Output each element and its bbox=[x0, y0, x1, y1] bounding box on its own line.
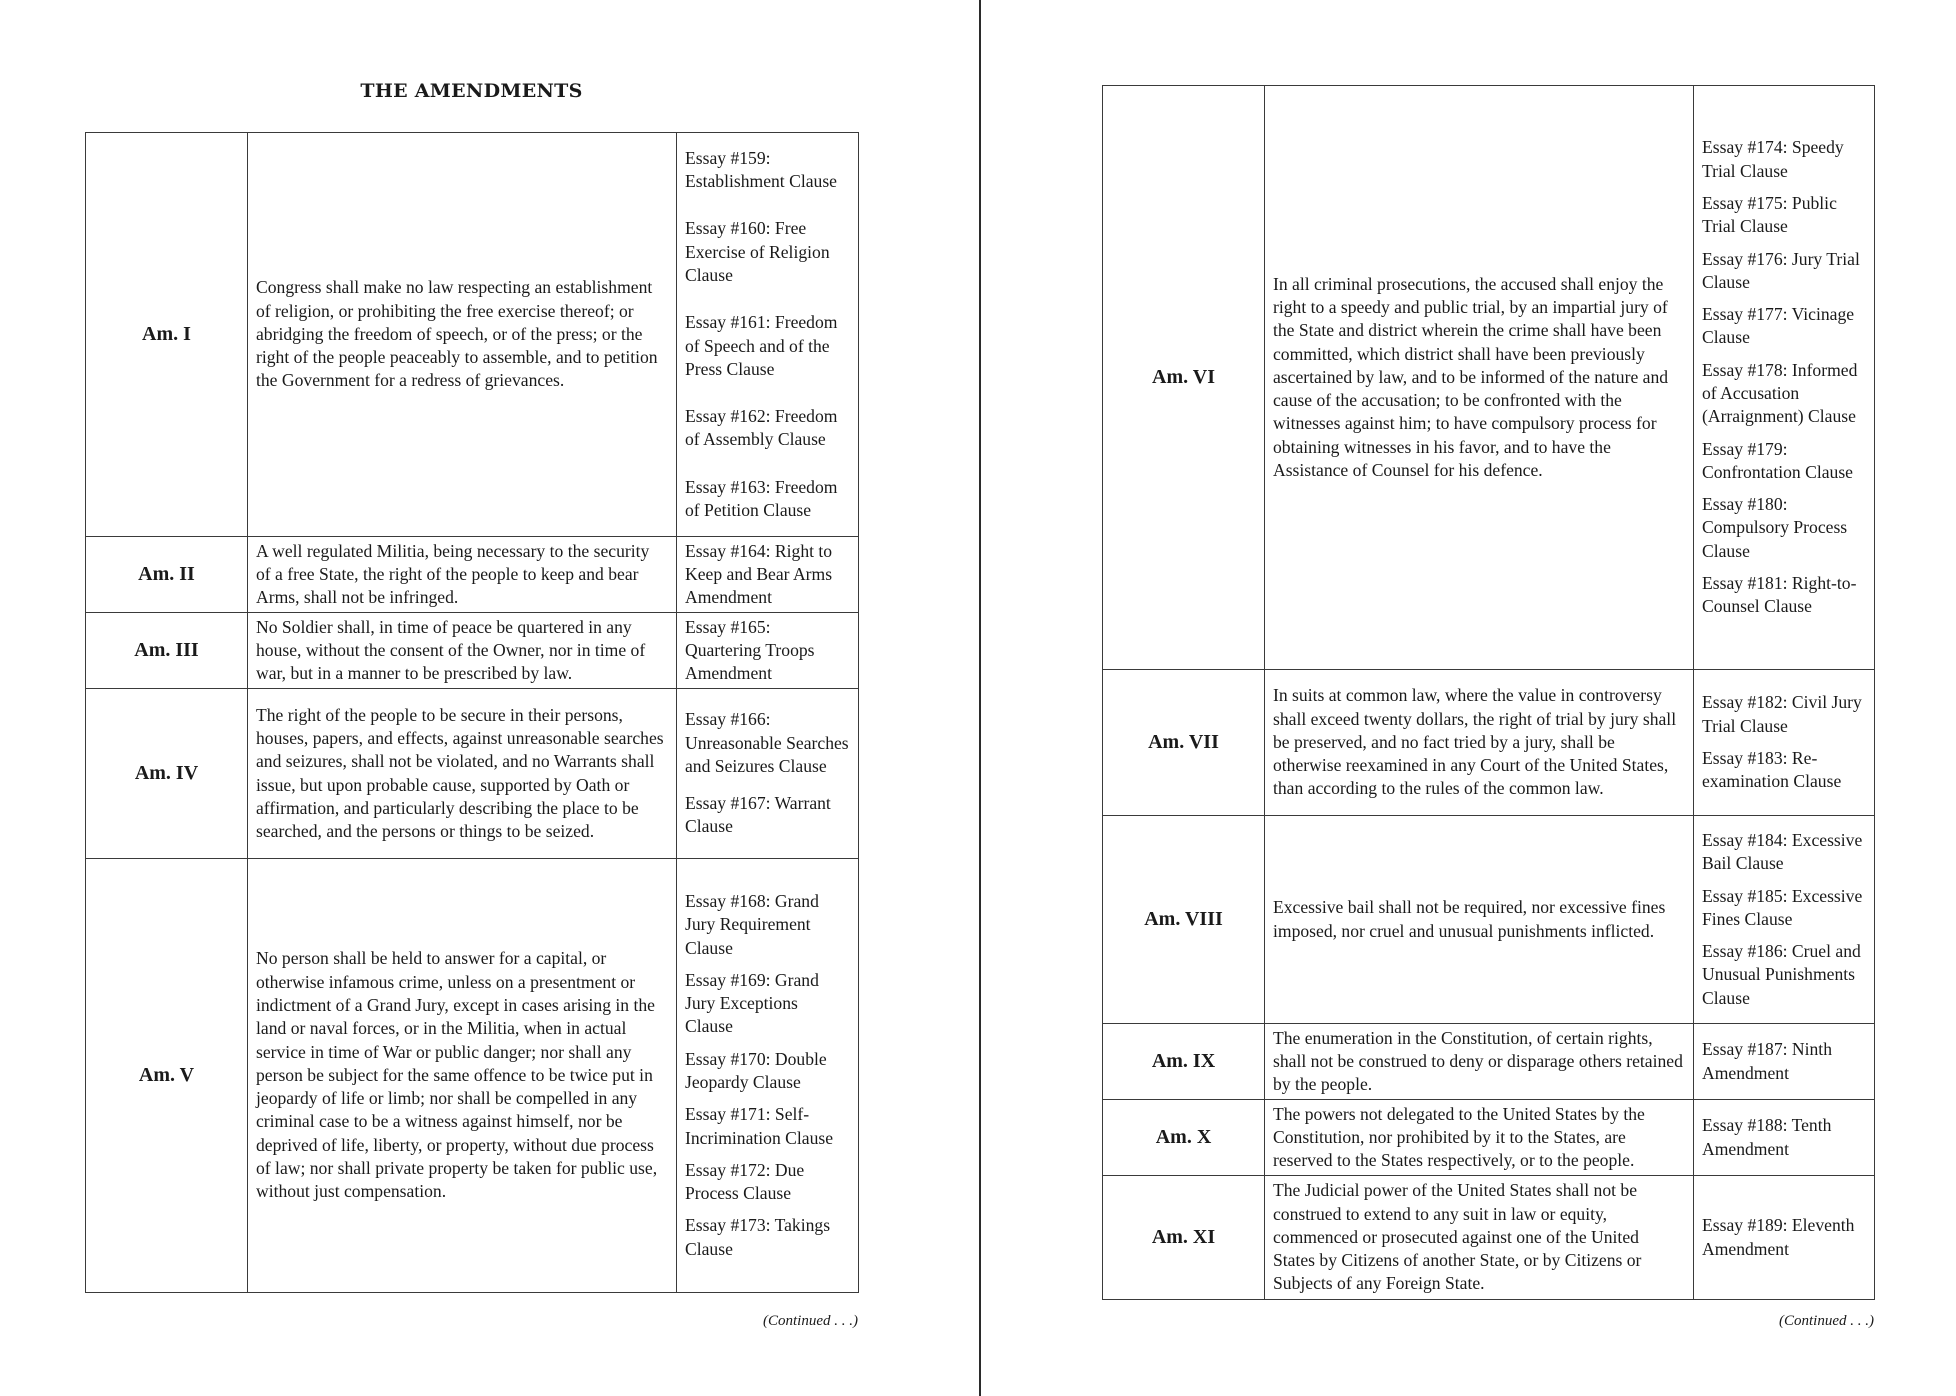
amendment-label: Am. XI bbox=[1103, 1176, 1265, 1300]
amendment-label: Am. X bbox=[1103, 1100, 1265, 1176]
amendment-text: The enumeration in the Constitution, of certain rights, shall not be construed to deny or disparage others retained by the people. bbox=[1265, 1024, 1694, 1100]
essay-reference: Essay #167: Warrant Clause bbox=[685, 793, 831, 837]
essay-reference: Essay #162: Freedom of Assembly Clause bbox=[685, 406, 838, 450]
essay-reference: Essay #187: Ninth Amendment bbox=[1702, 1039, 1832, 1083]
amendment-text: Excessive bail shall not be required, nor excessive fines imposed, nor cruel and unusual punishments inflicted. bbox=[1265, 816, 1694, 1024]
amendment-text: Congress shall make no law respecting an establishment of religion, or prohibiting the free exercise thereof; or abridging the freedom of speech, or of the press; or the right of the people peaceably to assemble, and to petition the Government for a redress of grievances. bbox=[248, 133, 677, 537]
amendment-label: Am. VI bbox=[1103, 86, 1265, 670]
essay-reference: Essay #189: Eleventh Amendment bbox=[1702, 1215, 1855, 1259]
essay-reference: Essay #174: Speedy Trial Clause bbox=[1702, 137, 1844, 181]
amendment-text: In suits at common law, where the value in controversy shall exceed twenty dollars, the right of trial by jury shall be preserved, and no fact tried by a jury, shall be otherwise reexamined in any Court of the United States, than according to the rules of the common law. bbox=[1265, 670, 1694, 816]
essay-reference: Essay #183: Re-examination Clause bbox=[1702, 748, 1842, 792]
essay-reference: Essay #179: Confrontation Clause bbox=[1702, 438, 1853, 482]
essay-list bbox=[1694, 670, 1875, 816]
essay-list bbox=[677, 537, 859, 613]
essay-list bbox=[1694, 1176, 1875, 1300]
amendment-row bbox=[86, 859, 859, 1293]
essay-reference: Essay #180: Compulsory Process Clause bbox=[1702, 494, 1848, 561]
amendment-text: The powers not delegated to the United States by the Constitution, nor prohibited by it to the States, are reserved to the States respectively, or to the people. bbox=[1265, 1100, 1694, 1176]
essay-reference: Essay #172: Due Process Clause bbox=[685, 1159, 805, 1204]
essay-list bbox=[677, 859, 859, 1293]
essay-reference: Essay #186: Cruel and Unusual Punishments Clause bbox=[1702, 941, 1861, 1008]
essay-reference: Essay #173: Takings Clause bbox=[685, 1215, 831, 1259]
amendment-row bbox=[86, 133, 859, 537]
amendment-text: A well regulated Militia, being necessary to the security of a free State, the right of the people to keep and bear Arms, shall not be infringed. bbox=[248, 537, 677, 613]
essay-reference: Essay #177: Vicinage Clause bbox=[1702, 304, 1855, 348]
amendment-label: Am. V bbox=[86, 859, 248, 1293]
essay-list bbox=[677, 613, 859, 689]
amendment-row bbox=[1103, 86, 1875, 670]
essay-list bbox=[677, 133, 859, 537]
amendment-row bbox=[1103, 1176, 1875, 1300]
essay-list bbox=[1694, 816, 1875, 1024]
amendment-row bbox=[86, 689, 859, 859]
amendment-label: Am. III bbox=[86, 613, 248, 689]
continued-note: (Continued . . .) bbox=[1779, 1313, 1874, 1329]
essay-reference: Essay #184: Excessive Bail Clause bbox=[1702, 829, 1863, 874]
amendment-label: Am. II bbox=[86, 537, 248, 613]
amendment-label: Am. IV bbox=[86, 689, 248, 859]
essay-list bbox=[1694, 1100, 1875, 1176]
essay-reference: Essay #164: Right to Keep and Bear Arms Amendment bbox=[685, 540, 833, 608]
essay-list bbox=[677, 689, 859, 859]
amendments-table-left bbox=[85, 132, 859, 1293]
amendment-label: Am. IX bbox=[1103, 1024, 1265, 1100]
essay-reference: Essay #175: Public Trial Clause bbox=[1702, 192, 1837, 237]
essay-reference: Essay #170: Double Jeopardy Clause bbox=[685, 1048, 827, 1092]
amendment-text: The Judicial power of the United States shall not be construed to extend to any suit in law or equity, commenced or prosecuted against one of the United States by Citizens of another State, or by Citizens or Subjects of any Foreign State. bbox=[1265, 1176, 1694, 1300]
essay-list bbox=[1694, 1024, 1875, 1100]
essay-reference: Essay #178: Informed of Accusation (Arraignment) Clause bbox=[1702, 359, 1858, 427]
amendment-row bbox=[1103, 1024, 1875, 1100]
amendment-row bbox=[1103, 816, 1875, 1024]
essay-reference: Essay #165: Quartering Troops Amendment bbox=[685, 616, 815, 684]
amendment-text: No Soldier shall, in time of peace be quartered in any house, without the consent of the Owner, nor in time of war, but in a manner to be prescribed by law. bbox=[248, 613, 677, 689]
amendment-text: In all criminal prosecutions, the accused shall enjoy the right to a speedy and public trial, by an impartial jury of the State and district wherein the crime shall have been committed, which district shall have been previously ascertained by law, and to be informed of the nature and cause of the accusation; to be confronted with the witnesses against him; to have compulsory process for obtaining witnesses in his favor, and to have the Assistance of Counsel for his defence. bbox=[1265, 86, 1694, 670]
essay-list bbox=[1694, 86, 1875, 670]
essay-reference: Essay #168: Grand Jury Requirement Clause bbox=[685, 890, 819, 958]
amendment-text: The right of the people to be secure in their persons, houses, papers, and effects, against unreasonable searches and seizures, shall not be violated, and no Warrants shall issue, but upon probable cause, supported by Oath or affirmation, and particularly describing the place to be searched, and the persons or things to be seized. bbox=[248, 689, 677, 859]
amendment-label: Am. VIII bbox=[1103, 816, 1265, 1024]
essay-reference: Essay #166: Unreasonable Searches and Seizures Clause bbox=[685, 709, 849, 776]
essay-reference: Essay #163: Freedom of Petition Clause bbox=[685, 476, 838, 520]
amendment-row bbox=[1103, 1100, 1875, 1176]
essay-reference: Essay #182: Civil Jury Trial Clause bbox=[1702, 692, 1862, 736]
amendment-text: No person shall be held to answer for a capital, or otherwise infamous crime, unless on a presentment or indictment of a Grand Jury, except in cases arising in the land or naval forces, or in the Militia, when in actual service in time of War or public danger; nor shall any person be subject for the same offence to be twice put in jeopardy of life or limb; nor shall be compelled in any criminal case to be a witness against himself, nor be deprived of life, liberty, or property, without due process of law; nor shall private property be taken for public use, without just compensation. bbox=[248, 859, 677, 1293]
essay-reference: Essay #161: Freedom of Speech and of the Press Clause bbox=[685, 312, 838, 379]
essay-reference: Essay #181: Right-to-Counsel Clause bbox=[1702, 573, 1857, 617]
essay-reference: Essay #169: Grand Jury Exceptions Clause bbox=[685, 969, 819, 1037]
amendment-row bbox=[86, 613, 859, 689]
essay-reference: Essay #188: Tenth Amendment bbox=[1702, 1115, 1832, 1159]
essay-reference: Essay #160: Free Exercise of Religion Clause bbox=[685, 218, 830, 285]
amendment-row bbox=[1103, 670, 1875, 816]
essay-reference: Essay #176: Jury Trial Clause bbox=[1702, 248, 1860, 292]
essay-reference: Essay #185: Excessive Fines Clause bbox=[1702, 885, 1863, 929]
essay-reference: Essay #159: Establishment Clause bbox=[685, 147, 837, 192]
amendment-row bbox=[86, 537, 859, 613]
continued-note: (Continued . . .) bbox=[763, 1313, 858, 1329]
amendment-label: Am. I bbox=[86, 133, 248, 537]
page-gutter-divider bbox=[979, 0, 981, 1396]
page-title: THE AMENDMENTS bbox=[360, 80, 583, 102]
amendments-table-right bbox=[1102, 85, 1875, 1300]
essay-reference: Essay #171: Self-Incrimination Clause bbox=[685, 1104, 834, 1148]
amendment-label: Am. VII bbox=[1103, 670, 1265, 816]
